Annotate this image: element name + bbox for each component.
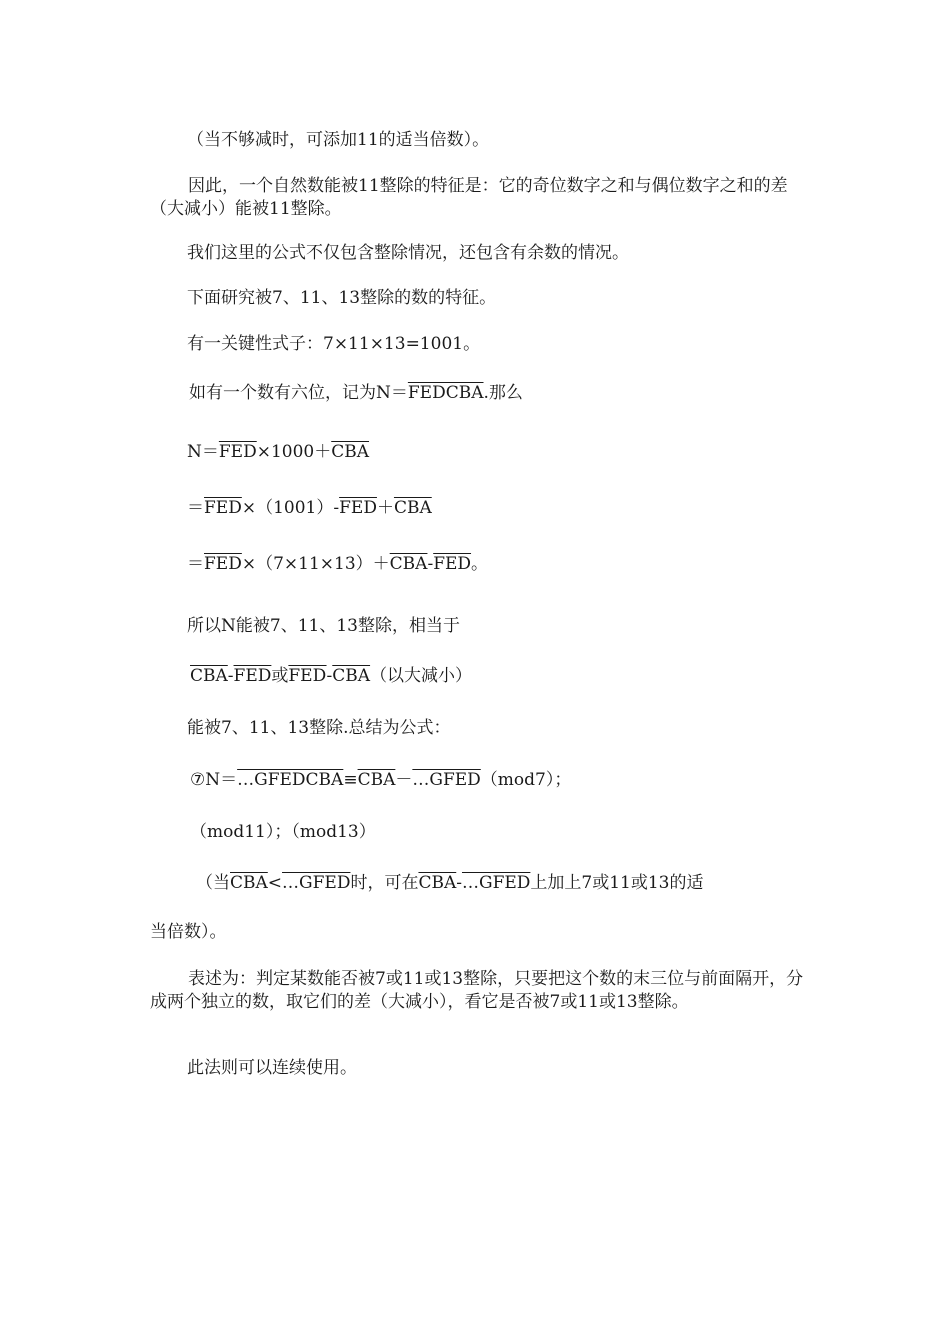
text-segment: ≡ (343, 770, 358, 790)
paragraph-11: 当倍数）。 (150, 922, 227, 942)
paragraph-12: 表述为：判定某数能否被7或11或13整除，只要把这个数的末三位与前面隔开，分成两个独立的数，取它们的差（大减小），看它是否被7或11或13整除。 (150, 969, 804, 1012)
text-segment: - (227, 666, 234, 686)
text-segment: - (326, 666, 333, 686)
formula-2 (187, 497, 847, 520)
overlined-number: $\overline{FED}$ (433, 554, 472, 574)
overlined-number: $\overline{FED}$ (218, 442, 257, 462)
text-segment: - (456, 873, 462, 893)
paragraph-1: （当不够减时，可添加11的适当倍数）。 (187, 130, 490, 150)
text-segment: N＝ (187, 442, 219, 462)
overlined-number: $\overline{FED}$ (204, 498, 242, 518)
text-segment: 或 (271, 666, 289, 686)
text-segment: （当 (196, 873, 230, 893)
text-segment: ＋ (376, 498, 394, 518)
text-segment: .那么 (483, 383, 523, 403)
text-segment: （以大减小） (370, 666, 473, 686)
overlined-number: $\overline{CBA}$ (332, 666, 371, 686)
text-segment: ＝ (187, 554, 204, 574)
formula-3 (187, 553, 847, 576)
overlined-number: $\overline{FED}$ (288, 666, 327, 686)
paragraph-7: 所以N能被7、11、13整除，相当于 (187, 616, 460, 636)
overlined-number: $\overline{CBA}$ (190, 666, 228, 686)
overlined-number: …GFED (412, 770, 481, 790)
overlined-number: $\overline{FED}$ (204, 554, 242, 574)
overlined-number: $\overline{CBA}$ (230, 873, 268, 893)
text-segment: （mod7）； (480, 770, 572, 790)
text-segment: ⑦N＝ (190, 770, 238, 790)
formula-5: （mod11）；（mod13） (190, 822, 376, 842)
overlined-number: $\overline{FED}$ (339, 498, 377, 518)
text-segment: － (395, 770, 413, 790)
overlined-number: …GFEDCBA (237, 770, 344, 790)
paragraph-10 (196, 872, 856, 895)
paragraph-9: 能被7、11、13整除.总结为公式： (187, 718, 451, 738)
paragraph-5: 有一关键性式子：7×11×13=1001。 (187, 334, 481, 354)
text-segment: 上加上7或11或13的适 (530, 873, 704, 893)
paragraph-6 (189, 382, 849, 405)
paragraph-4: 下面研究被7、11、13整除的数的特征。 (187, 288, 497, 308)
text-segment: - (427, 554, 434, 574)
paragraph-3: 我们这里的公式不仅包含整除情况，还包含有余数的情况。 (187, 243, 629, 263)
text-segment: ＝ (187, 498, 204, 518)
overlined-number: $\overline{FED}$ (233, 666, 272, 686)
formula-1 (187, 441, 847, 464)
overlined-number: …GFED (282, 873, 351, 893)
text-segment: ×（1001）- (241, 498, 340, 518)
formula-4 (190, 769, 850, 792)
overlined-number: $\overline{CBA}$ (331, 442, 370, 462)
overlined-number: $\overline{CBA}$ (393, 498, 432, 518)
text-segment: ×（7×11×13）＋ (241, 554, 390, 574)
overlined-number: $\overline{CBA}$ (418, 873, 457, 893)
text-segment: 。 (471, 554, 489, 574)
text-segment: 时，可在 (350, 873, 419, 893)
text-segment: ×1000＋ (256, 442, 332, 462)
paragraph-2: 因此，一个自然数能被11整除的特征是：它的奇位数字之和与偶位数字之和的差（大减小）能被11整除。 (150, 176, 788, 219)
overlined-number: $\overline{CBA}$ (357, 770, 396, 790)
text-segment: 如有一个数有六位，记为N＝ (189, 383, 408, 403)
overlined-number: …GFED (461, 873, 531, 893)
text-segment: < (267, 873, 283, 893)
overlined-number: FEDCBA (407, 383, 484, 403)
paragraph-13: 此法则可以连续使用。 (187, 1058, 357, 1078)
paragraph-8 (190, 665, 850, 688)
overlined-number: $\overline{CBA}$ (389, 554, 428, 574)
